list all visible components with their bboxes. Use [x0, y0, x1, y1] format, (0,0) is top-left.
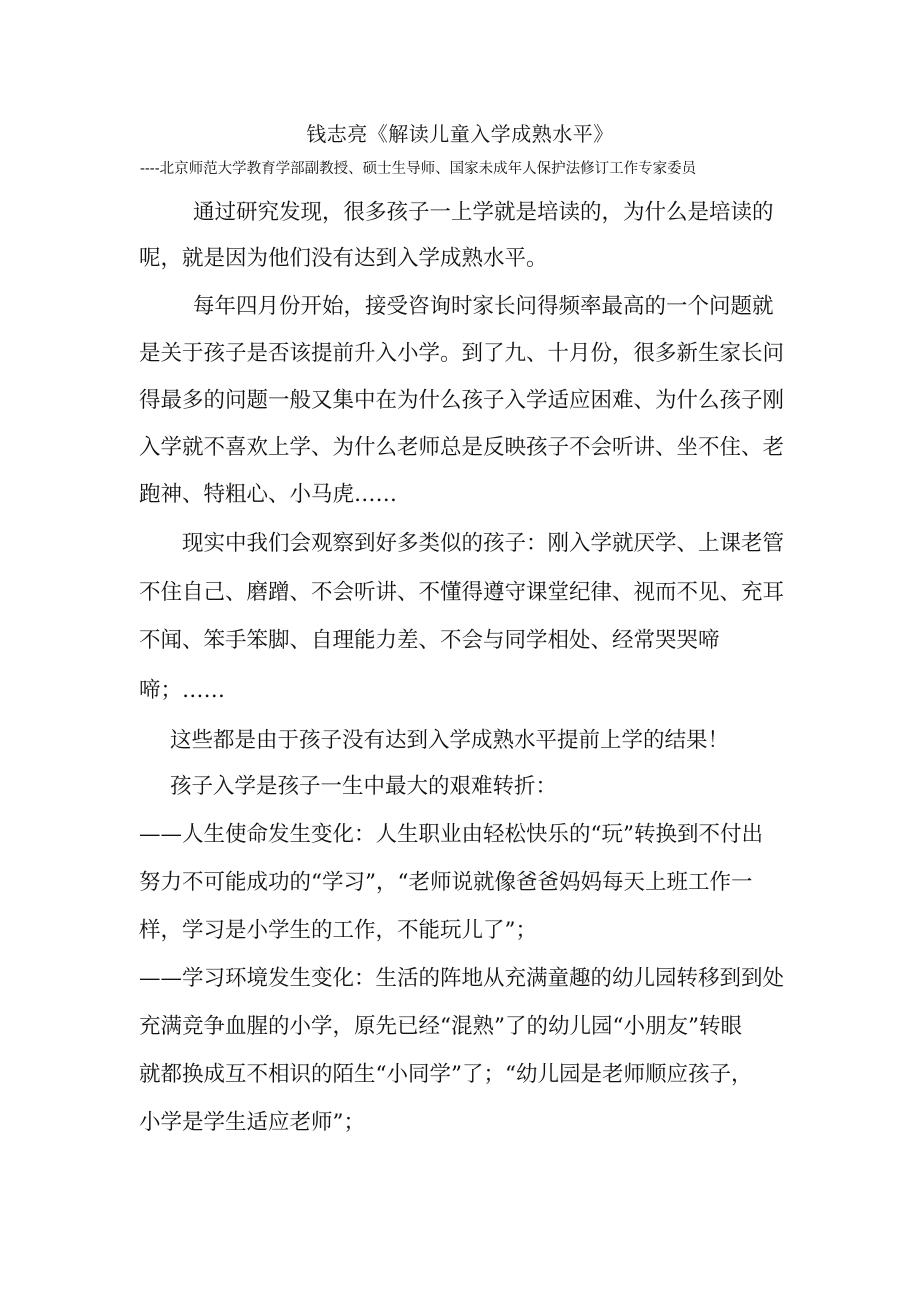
paragraph-line: 小学是学生适应老师”； — [139, 1110, 365, 1135]
paragraph-line: 这些都是由于孩子没有达到入学成熟水平提前上学的结果！ — [170, 728, 730, 753]
paragraph-line: 跑神、特粗心、小马虎…… — [139, 482, 398, 507]
paragraph-line: 入学就不喜欢上学、为什么老师总是反映孩子不会听讲、坐不住、老 — [139, 435, 785, 460]
document-subtitle: ----北京师范大学教育学部副教授、硕士生导师、国家未成年人保护法修订工作专家委员 — [140, 161, 697, 177]
paragraph-line: 得最多的问题一般又集中在为什么孩子入学适应困难、为什么孩子刚 — [139, 388, 785, 413]
paragraph-line: 通过研究发现，很多孩子一上学就是培读的，为什么是培读的 — [193, 200, 774, 225]
paragraph-line: 努力不可能成功的“学习”，“老师说就像爸爸妈妈每天上班工作一 — [139, 870, 753, 895]
paragraph-line: 现实中我们会观察到好多类似的孩子：刚入学就厌学、上课老管 — [182, 531, 785, 556]
paragraph-line: 就都换成互不相识的陌生“小同学”了；“幼儿园是老师顺应孩子， — [139, 1062, 753, 1087]
document-title: 钱志亮《解读儿童入学成熟水平》 — [306, 122, 614, 146]
paragraph-line: 每年四月份开始，接受咨询时家长问得频率最高的一个问题就 — [193, 294, 774, 319]
paragraph-line: 充满竞争血腥的小学，原先已经“混熟”了的幼儿园“小朋友”转眼 — [139, 1014, 742, 1039]
paragraph-line: ——人生使命发生变化：人生职业由轻松快乐的“玩”转换到不付出 — [139, 822, 763, 847]
paragraph-line: 孩子入学是孩子一生中最大的艰难转折： — [170, 774, 558, 799]
paragraph-line: 样，学习是小学生的工作，不能玩儿了”； — [139, 918, 537, 943]
paragraph-line: 不住自己、磨蹭、不会听讲、不懂得遵守课堂纪律、视而不见、充耳 — [139, 580, 785, 605]
paragraph-line: 呢，就是因为他们没有达到入学成熟水平。 — [139, 246, 548, 271]
paragraph-line: 是关于孩子是否该提前升入小学。到了九、十月份，很多新生家长问 — [139, 341, 785, 366]
paragraph-line: 啼；…… — [139, 678, 226, 703]
paragraph-line: ——学习环境发生变化：生活的阵地从充满童趣的幼儿园转移到到处 — [139, 966, 785, 991]
paragraph-line: 不闻、笨手笨脚、自理能力差、不会与同学相处、经常哭哭啼 — [139, 628, 720, 653]
